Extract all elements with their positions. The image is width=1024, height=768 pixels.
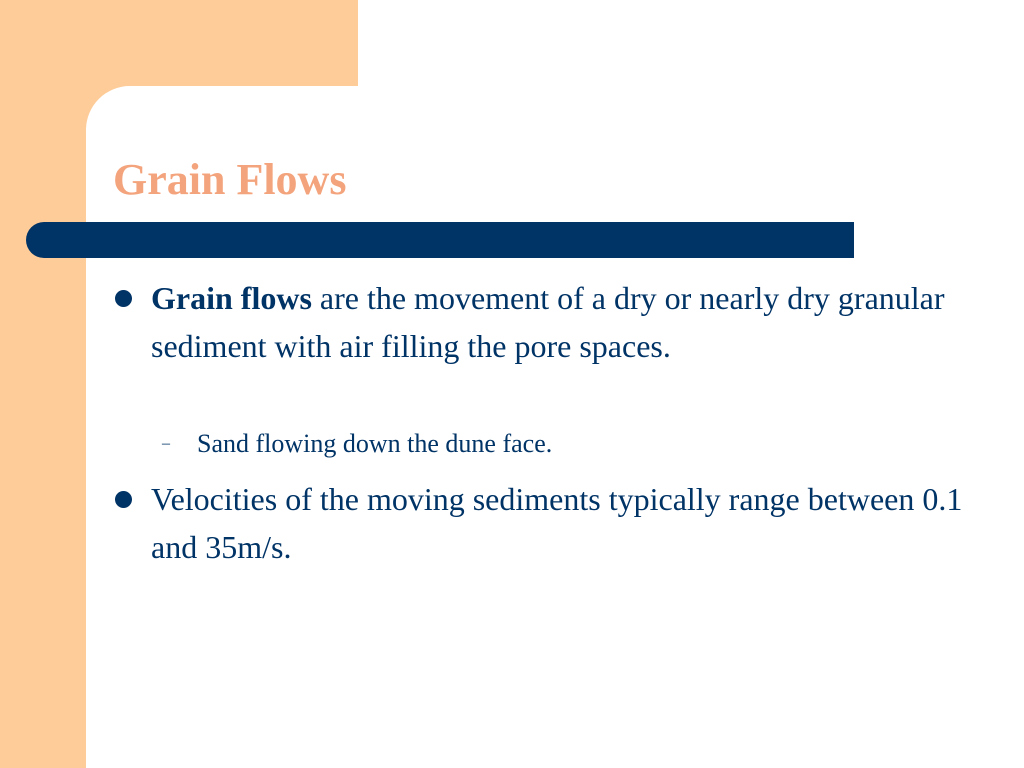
bullet-2-text: Velocities of the moving sediments typically range between 0.1 and 35m/s. [151,481,963,565]
bullet-1-body: are the movement of a dry or nearly dry granular sediment with air filling the pore spaces. [151,280,945,364]
slide-title: Grain Flows [113,155,347,204]
bullet-2-dot-icon [115,491,132,508]
bullet-1-dot-icon [115,290,132,307]
sub-bullet-1-text: Sand flowing down the dune face. [197,429,553,458]
bullet-1-text [151,274,981,370]
sub-bullet-dash-icon: – [162,435,170,452]
title-underline-bar [26,222,854,258]
bullet-1-term: Grain flows [151,280,312,316]
